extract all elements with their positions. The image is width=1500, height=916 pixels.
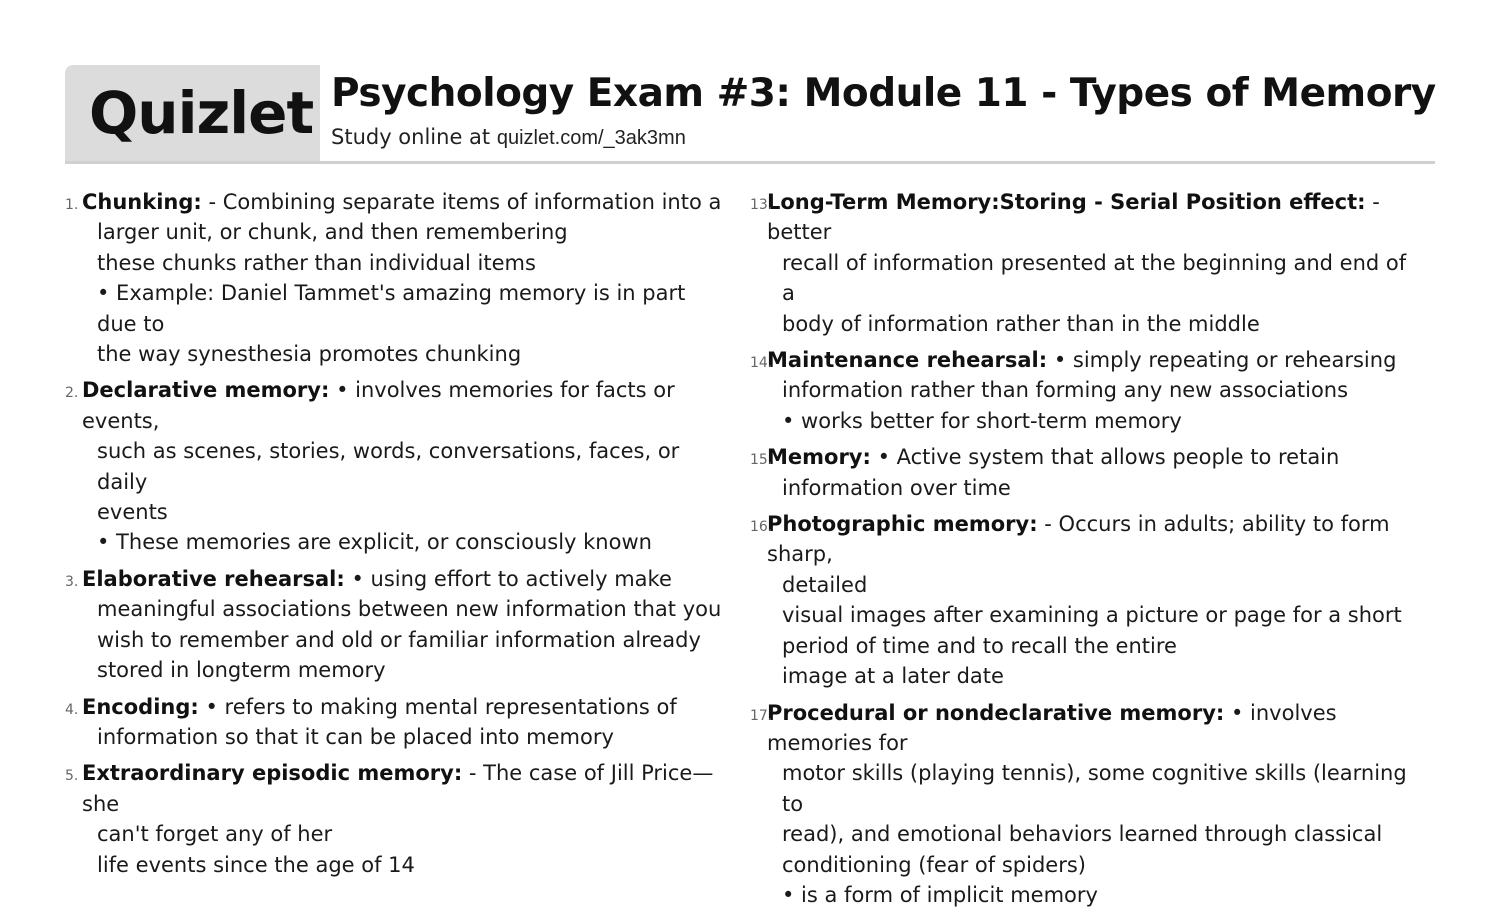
- entry-number: 17.: [750, 707, 773, 724]
- definition-line: [767, 442, 1410, 472]
- definition-line: information rather than forming any new associations: [782, 378, 1349, 403]
- definition-line: motor skills (playing tennis), some cognitive skills (learning to: [782, 761, 1407, 816]
- definition-line: stored in longterm memory: [97, 658, 386, 683]
- term-entry: [750, 442, 1410, 503]
- left-column: [65, 187, 725, 886]
- definition-line: conditioning (fear of spiders): [782, 852, 1086, 877]
- definition-text: • refers to making mental representations of: [198, 694, 677, 719]
- definition-text: • using effort to actively make: [344, 566, 672, 591]
- entry-number: 1.: [65, 197, 79, 213]
- header-divider: [65, 161, 1435, 164]
- definition-line: [767, 509, 1410, 570]
- term-label: Elaborative rehearsal:: [82, 566, 345, 591]
- term-label: Extraordinary episodic memory:: [82, 761, 463, 786]
- definition-line: read), and emotional behaviors learned through classical: [782, 822, 1383, 847]
- definition-text: - better: [767, 190, 1380, 245]
- definition-line: [767, 698, 1410, 759]
- term-label: Long-Term Memory:Storing - Serial Position effect:: [767, 190, 1366, 214]
- right-column: [750, 187, 1410, 916]
- term-entry: [750, 698, 1410, 911]
- definition-line: wish to remember and old or familiar information already: [97, 627, 701, 652]
- definition-line: events: [97, 500, 168, 525]
- term-entry: [65, 564, 725, 686]
- entry-number: 16.: [750, 519, 773, 536]
- entry-number: 14.: [750, 355, 773, 372]
- entry-number: 3.: [65, 573, 79, 590]
- definition-line: the way synesthesia promotes chunking: [97, 342, 522, 367]
- definition-line: recall of information presented at the beginning and end of a: [782, 250, 1407, 306]
- document-header: [65, 65, 1435, 165]
- definition-text: - Occurs in adults; ability to form sharp,: [767, 512, 1390, 567]
- quizlet-logo: [65, 65, 320, 162]
- definition-text: • involves memories for facts or events,: [82, 378, 675, 433]
- entry-number: 4.: [65, 701, 79, 718]
- term-entry: [750, 509, 1410, 691]
- definition-line: [82, 692, 725, 722]
- term-entry: [65, 187, 725, 369]
- term-entry: [65, 692, 725, 753]
- definition-text: • involves memories for: [767, 700, 1337, 755]
- definition-line: meaningful associations between new information that you: [97, 597, 722, 622]
- definition-line: • Example: Daniel Tammet's amazing memory is in part due to: [97, 281, 686, 336]
- definition-line: image at a later date: [782, 664, 1004, 689]
- study-url-link[interactable]: quizlet.com/_3ak3mn: [496, 127, 686, 149]
- definition-line: visual images after examining a picture or page for a short: [782, 603, 1402, 628]
- definition-text: • simply repeating or rehearsing: [1047, 348, 1397, 373]
- definition-line: body of information rather than in the middle: [782, 311, 1260, 336]
- definition-line: [767, 345, 1410, 375]
- definition-line: detailed: [782, 572, 868, 597]
- definition-text: - The case of Jill Price—she: [82, 761, 714, 816]
- definition-line: [82, 758, 725, 819]
- term-label: Photographic memory:: [767, 512, 1038, 537]
- definition-line: can't forget any of her: [97, 822, 333, 847]
- term-label: Memory:: [767, 445, 871, 470]
- term-entry: [750, 345, 1410, 436]
- term-label: Procedural or nondeclarative memory:: [767, 700, 1225, 725]
- definition-text: • Active system that allows people to retain: [870, 445, 1340, 470]
- definition-line: [82, 564, 725, 594]
- term-entry: [65, 758, 725, 880]
- definition-line: [82, 375, 725, 436]
- definition-line: • is a form of implicit memory: [782, 882, 1098, 907]
- page-subtitle: [331, 125, 686, 150]
- entry-number: 2.: [65, 385, 79, 402]
- term-label: Maintenance rehearsal:: [767, 348, 1048, 373]
- term-entry: [65, 375, 725, 557]
- definition-line: life events since the age of 14: [97, 852, 415, 877]
- term-label: Chunking:: [82, 190, 202, 214]
- term-entry: [750, 187, 1410, 339]
- term-label: Encoding:: [82, 694, 199, 719]
- definition-line: [767, 187, 1410, 248]
- term-label: Declarative memory:: [82, 378, 330, 403]
- definition-line: • works better for short-term memory: [782, 408, 1182, 433]
- entry-number: 15.: [750, 452, 773, 469]
- entry-number: 13.: [750, 197, 773, 213]
- definition-line: these chunks rather than individual items: [97, 250, 536, 275]
- page-title: Psychology Exam #3: Module 11 - Types of Memory: [331, 71, 1436, 116]
- subtitle-prefix: Study online at: [331, 125, 497, 149]
- definition-line: information over time: [782, 475, 1011, 500]
- definition-text: - Combining separate items of information into a: [201, 190, 722, 214]
- definition-line: [82, 187, 725, 217]
- logo-text: Quizlet: [89, 79, 314, 147]
- entry-number: 5.: [65, 768, 79, 785]
- definition-line: such as scenes, stories, words, conversations, faces, or daily: [97, 439, 680, 494]
- definition-line: • These memories are explicit, or consciously known: [97, 530, 652, 555]
- definition-line: information so that it can be placed into memory: [97, 724, 614, 749]
- definition-line: larger unit, or chunk, and then remembering: [97, 220, 568, 245]
- definition-line: period of time and to recall the entire: [782, 633, 1177, 658]
